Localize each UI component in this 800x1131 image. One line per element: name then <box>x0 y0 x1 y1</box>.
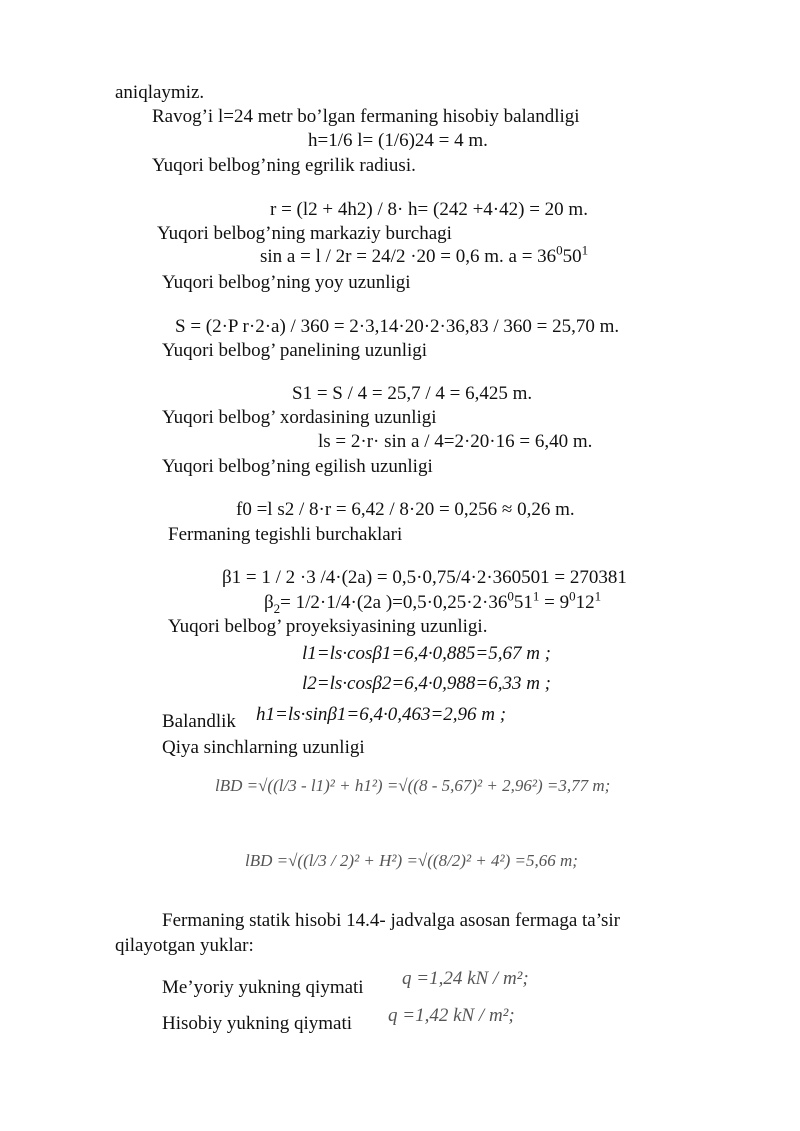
formula-part: 51 <box>513 592 533 613</box>
text-line: qilayotgan yuklar: <box>115 935 254 956</box>
formula-line <box>264 588 602 616</box>
text-line: Yuqori belbog’ning yoy uzunligi <box>162 272 411 293</box>
formula-part: = 1/2·1/4·(2a )=0,5·0,25·2·36 <box>280 592 508 613</box>
formula-line: r = (l2 + 4h2) / 8· h= (242 +4·42) = 20 m. <box>270 199 588 220</box>
superscript: 1 <box>594 588 602 604</box>
formula-line: h=1/6 l= (1/6)24 = 4 m. <box>308 130 488 151</box>
formula-line: f0 =l s2 / 8·r = 6,42 / 8·20 = 0,256 ≈ 0,26 m. <box>236 499 575 520</box>
text-line: Qiya sinchlarning uzunligi <box>162 737 365 758</box>
text-line: Fermaning tegishli burchaklari <box>168 524 403 545</box>
formula-line: l1=ls·cosβ1=6,4·0,885=5,67 m ; <box>302 643 552 664</box>
text-line: Yuqori belbog’ning markaziy burchagi <box>157 223 452 244</box>
formula-part: β <box>264 592 274 613</box>
formula-line: lBD =√((l/3 / 2)² + H²) =√((8/2)² + 4²) =5,66 m; <box>245 851 578 870</box>
formula-part: = 9 <box>539 592 570 613</box>
formula-line: q =1,42 kN / m²; <box>388 1005 515 1026</box>
formula-line: l2=ls·cosβ2=6,4·0,988=6,33 m ; <box>302 673 552 694</box>
text-line: Yuqori belbog’ panelining uzunligi <box>162 340 428 361</box>
subscript: 2 <box>273 600 281 616</box>
formula-line: β1 = 1 / 2 ·3 /4·(2a) = 0,5·0,75/4·2·360501 = 270381 <box>222 567 627 588</box>
text-line: Yuqori belbog’ proyeksiyasining uzunligi. <box>168 616 488 637</box>
text-line: Yuqori belbog’ xordasining uzunligi <box>162 407 437 428</box>
text-line: Balandlik <box>162 711 236 732</box>
formula-line: q =1,24 kN / m²; <box>402 968 529 989</box>
formula-part: 50 <box>562 246 582 267</box>
formula-line: S1 = S / 4 = 25,7 / 4 = 6,425 m. <box>292 383 533 404</box>
text-line: aniqlaymiz. <box>115 82 205 103</box>
formula-line: h1=ls·sinβ1=6,4·0,463=2,96 m ; <box>256 704 507 725</box>
formula-line: lBD =√((l/3 - l1)² + h1²) =√((8 - 5,67)² + 2,96²) =3,77 m; <box>215 776 611 795</box>
text-line: Hisobiy yukning qiymati <box>162 1013 352 1034</box>
formula-part: 12 <box>575 592 595 613</box>
superscript: 1 <box>581 242 589 258</box>
superscript: 0 <box>556 242 563 258</box>
formula-line: ls = 2·r· sin a / 4=2·20·16 = 6,40 m. <box>318 431 593 452</box>
formula-line <box>260 242 589 268</box>
superscript: 1 <box>532 588 540 604</box>
formula-line: S = (2·P r·2·a) / 360 = 2·3,14·20·2·36,83 / 360 = 25,70 m. <box>175 316 620 337</box>
text-line: Yuqori belbog’ning egrilik radiusi. <box>152 155 416 176</box>
text-line: Yuqori belbog’ning egilish uzunligi <box>162 456 433 477</box>
superscript: 0 <box>569 588 576 604</box>
text-line: Ravog’i l=24 metr bo’lgan fermaning hisobiy balandligi <box>152 106 580 127</box>
text-line: Me’yoriy yukning qiymati <box>162 977 364 998</box>
formula-part: sin a = l / 2r = 24/2 ·20 = 0,6 m. a = 36 <box>260 246 557 267</box>
text-line: Fermaning statik hisobi 14.4- jadvalga asosan fermaga ta’sir <box>162 910 620 931</box>
superscript: 0 <box>507 588 514 604</box>
